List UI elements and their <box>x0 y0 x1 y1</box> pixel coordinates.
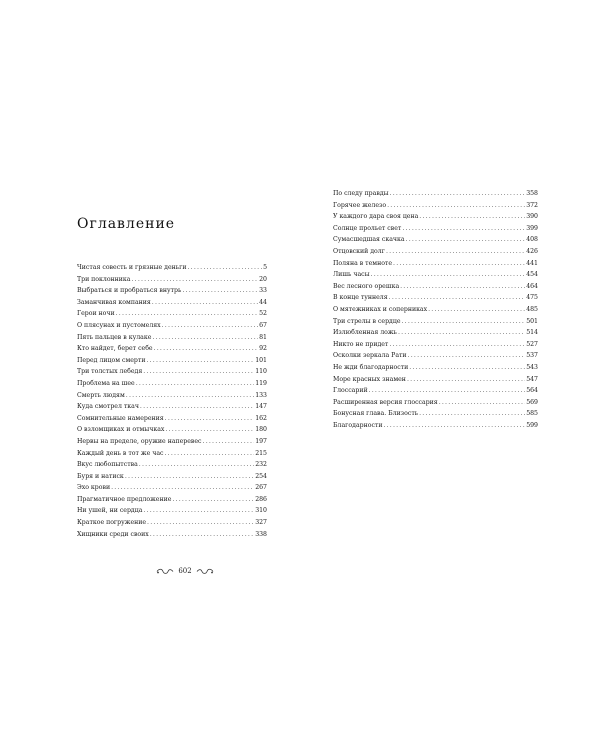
toc-entry <box>333 281 538 293</box>
toc-entry-label: Смерть людям <box>77 391 125 399</box>
toc-entry-label: Сомнительные намерения <box>77 414 164 422</box>
toc-entry-label: По следу правды <box>333 190 389 197</box>
toc-entry-page: 327 <box>255 519 267 527</box>
toc-entry <box>77 262 267 274</box>
toc-entry-label: Осколки зеркала Рати <box>333 352 407 360</box>
toc-title: Оглавление <box>77 216 176 232</box>
toc-entry <box>77 285 267 297</box>
toc-entry-label: Три поклонника <box>77 275 131 283</box>
toc-entry-page: 310 <box>255 507 267 515</box>
toc-entry <box>333 200 538 212</box>
toc-dot-leader <box>146 355 254 367</box>
toc-entry <box>77 297 267 309</box>
toc-entry-page: 475 <box>526 294 538 302</box>
toc-entry-page: 81 <box>259 333 267 341</box>
toc-dot-leader <box>152 332 258 344</box>
toc-dot-leader <box>419 408 525 420</box>
toc-entry <box>333 327 538 339</box>
toc-entry <box>333 246 538 258</box>
toc-entry-page: 52 <box>259 310 267 318</box>
toc-entry-page: 585 <box>526 410 538 418</box>
toc-entry-page: 254 <box>255 472 267 480</box>
toc-entry-page: 232 <box>255 461 267 469</box>
toc-dot-leader <box>162 320 258 332</box>
toc-entry <box>77 332 267 344</box>
toc-entry <box>77 505 267 517</box>
toc-entry-page: 547 <box>526 375 538 383</box>
toc-dot-leader <box>165 413 255 425</box>
toc-entry <box>333 292 538 304</box>
toc-dot-leader <box>402 316 526 328</box>
toc-entry-page: 215 <box>255 449 267 457</box>
toc-entry-page: 338 <box>255 530 267 538</box>
toc-entry <box>77 378 267 390</box>
toc-entry-label: Буря и натиск <box>77 472 124 480</box>
toc-entry-page: 197 <box>255 437 267 445</box>
toc-dot-leader <box>419 211 525 223</box>
right-flourish-icon <box>196 568 214 575</box>
toc-entry-page: 543 <box>526 363 538 371</box>
toc-dot-leader <box>408 350 526 362</box>
toc-entry-label: Проблема на шее <box>77 379 135 387</box>
toc-entry <box>77 482 267 494</box>
toc-dot-leader <box>140 401 254 413</box>
toc-entry <box>333 188 538 200</box>
toc-entry-label: Благодарности <box>333 421 383 429</box>
toc-entry-label: Три толстых лебедя <box>77 368 143 376</box>
toc-entry-page: 67 <box>259 321 267 329</box>
toc-entry-page: 44 <box>259 298 267 306</box>
toc-entry <box>77 390 267 402</box>
toc-dot-leader <box>371 269 526 281</box>
toc-entry-page: 390 <box>526 213 538 221</box>
toc-entry-label: Отцовский долг <box>333 247 385 255</box>
toc-entry-label: О плясунах и пустомелях <box>77 321 161 329</box>
toc-dot-leader <box>143 366 254 378</box>
toc-entry-page: 399 <box>526 224 538 232</box>
toc-dot-leader <box>165 424 254 436</box>
toc-entry-page: 564 <box>526 387 538 395</box>
toc-entry-label: Горячее железо <box>333 201 387 209</box>
toc-entry-page: 147 <box>255 403 267 411</box>
toc-dot-leader <box>389 339 525 351</box>
toc-dot-leader <box>428 304 525 316</box>
toc-entry-page: 162 <box>255 414 267 422</box>
toc-dot-leader <box>387 200 525 212</box>
toc-entry <box>77 448 267 460</box>
left-page <box>77 216 267 540</box>
toc-entry-label: Глоссарий <box>333 387 368 395</box>
toc-entry-label: Кто найдет, берет себе <box>77 345 153 353</box>
toc-entry <box>333 374 538 386</box>
toc-entry <box>77 436 267 448</box>
toc-entry-label: Выбраться и пробраться внутрь <box>77 287 182 295</box>
toc-entry <box>333 304 538 316</box>
toc-entry <box>77 355 267 367</box>
toc-entry-page: 33 <box>259 287 267 295</box>
toc-entry <box>333 258 538 270</box>
toc-dot-leader <box>131 274 258 286</box>
toc-entry-label: Море красных знамен <box>333 375 406 383</box>
toc-entry-page: 286 <box>255 495 267 503</box>
toc-entry-page: 426 <box>526 247 538 255</box>
toc-entry-label: Расширенная версия глоссария <box>333 398 438 406</box>
toc-list-left <box>77 262 267 540</box>
toc-dot-leader <box>369 385 526 397</box>
toc-entry <box>333 385 538 397</box>
toc-dot-leader <box>188 262 263 274</box>
toc-entry <box>77 308 267 320</box>
toc-entry-page: 20 <box>259 275 267 283</box>
toc-entry-page: 92 <box>259 345 267 353</box>
toc-entry <box>77 274 267 286</box>
toc-entry-label: Краткое погружение <box>77 519 147 527</box>
toc-entry-label: Вес лесного орешка <box>333 282 400 290</box>
toc-entry-label: Заманчивая компания <box>77 298 151 306</box>
toc-entry <box>77 424 267 436</box>
toc-entry-label: Излюбленная ложь <box>333 329 397 337</box>
toc-entry-page: 501 <box>526 317 538 325</box>
toc-entry <box>333 223 538 235</box>
toc-entry-page: 569 <box>526 398 538 406</box>
left-flourish-icon <box>156 568 174 575</box>
toc-entry-label: Не жди благодарности <box>333 363 409 371</box>
toc-dot-leader <box>182 285 258 297</box>
toc-entry-label: Никто не придет <box>333 340 389 348</box>
page-number: 602 <box>178 567 192 575</box>
toc-list-right <box>333 188 538 431</box>
toc-entry-label: У каждого дара своя цена <box>333 213 419 221</box>
toc-entry-label: Прагматичное предложение <box>77 495 172 503</box>
toc-dot-leader <box>111 482 254 494</box>
toc-dot-leader <box>402 223 525 235</box>
toc-entry <box>333 408 538 420</box>
toc-entry-page: 464 <box>526 282 538 290</box>
toc-entry-page: 599 <box>526 421 538 429</box>
toc-entry-label: Сумасшедшая скачка <box>333 236 405 244</box>
toc-dot-leader <box>389 292 526 304</box>
toc-dot-leader <box>147 517 254 529</box>
toc-entry <box>77 471 267 483</box>
toc-entry-label: Эхо крови <box>77 484 111 492</box>
toc-entry <box>77 529 267 541</box>
toc-entry-label: Лишь часы <box>333 271 370 279</box>
toc-entry-page: 101 <box>255 356 267 364</box>
toc-dot-leader <box>407 374 525 386</box>
toc-entry <box>333 362 538 374</box>
toc-dot-leader <box>116 308 259 320</box>
toc-entry-page: 527 <box>526 340 538 348</box>
toc-entry-label: Каждый день в тот же час <box>77 449 164 457</box>
toc-entry-page: 110 <box>255 368 267 376</box>
toc-entry-label: Солнце прольет свет <box>333 224 402 232</box>
toc-entry-label: В конце туннеля <box>333 294 388 302</box>
page-number-folio <box>140 567 230 575</box>
toc-entry-page: 119 <box>255 379 267 387</box>
toc-entry <box>333 420 538 432</box>
toc-entry <box>333 316 538 328</box>
toc-dot-leader <box>150 529 254 541</box>
toc-entry-page: 133 <box>255 391 267 399</box>
toc-entry-label: Поляна в темноте <box>333 259 393 267</box>
toc-entry <box>77 343 267 355</box>
toc-entry-label: О мятежниках и соперниках <box>333 305 428 313</box>
toc-dot-leader <box>390 188 526 200</box>
toc-entry-page: 267 <box>255 484 267 492</box>
toc-dot-leader <box>143 505 254 517</box>
toc-dot-leader <box>152 297 258 309</box>
toc-entry-page: 514 <box>526 329 538 337</box>
toc-entry-label: Бонусная глава. Близость <box>333 410 419 418</box>
toc-entry-label: Хищники среди своих <box>77 530 149 538</box>
toc-entry <box>333 350 538 362</box>
toc-entry-page: 454 <box>526 271 538 279</box>
toc-entry <box>77 413 267 425</box>
toc-entry-label: Герои ночи <box>77 310 115 318</box>
toc-dot-leader <box>203 436 255 448</box>
toc-dot-leader <box>136 378 254 390</box>
toc-entry-label: О взломщиках и отмычках <box>77 426 165 434</box>
toc-dot-leader <box>172 494 254 506</box>
toc-dot-leader <box>393 258 525 270</box>
toc-entry-label: Чистая совесть и грязные деньги <box>77 264 187 271</box>
toc-dot-leader <box>398 327 525 339</box>
toc-entry-label: Три стрелы в сердце <box>333 317 401 325</box>
toc-entry <box>77 494 267 506</box>
toc-entry <box>77 401 267 413</box>
toc-dot-leader <box>164 448 254 460</box>
toc-entry <box>333 269 538 281</box>
toc-entry <box>333 234 538 246</box>
toc-entry-label: Перед лицом смерти <box>77 356 146 364</box>
toc-dot-leader <box>126 390 254 402</box>
toc-entry <box>77 366 267 378</box>
toc-entry <box>333 211 538 223</box>
toc-entry-page: 408 <box>526 236 538 244</box>
toc-entry <box>77 320 267 332</box>
toc-entry-page: 441 <box>526 259 538 267</box>
toc-entry-label: Пять пальцев в кулаке <box>77 333 152 341</box>
toc-entry-page: 372 <box>526 201 538 209</box>
toc-entry <box>77 517 267 529</box>
toc-entry-label: Нервы на пределе, оружие наперевес <box>77 437 202 445</box>
toc-dot-leader <box>125 471 254 483</box>
toc-entry-label: Куда смотрел ткач <box>77 403 139 411</box>
toc-dot-leader <box>383 420 525 432</box>
toc-dot-leader <box>154 343 259 355</box>
toc-entry-page: 537 <box>526 352 538 360</box>
toc-entry-label: Вкус любопытства <box>77 461 138 469</box>
toc-dot-leader <box>409 362 525 374</box>
toc-dot-leader <box>406 234 526 246</box>
toc-entry <box>333 397 538 409</box>
toc-dot-leader <box>386 246 525 258</box>
toc-entry-page: 485 <box>526 305 538 313</box>
toc-dot-leader <box>400 281 525 293</box>
toc-entry-page: 180 <box>255 426 267 434</box>
toc-entry-page: 358 <box>526 190 538 197</box>
toc-dot-leader <box>439 397 525 409</box>
toc-entry <box>77 459 267 471</box>
toc-entry <box>333 339 538 351</box>
toc-entry-label: Ни ушей, ни сердца <box>77 507 143 515</box>
toc-dot-leader <box>139 459 254 471</box>
right-page <box>333 188 538 431</box>
toc-entry-page: 5 <box>263 264 267 271</box>
